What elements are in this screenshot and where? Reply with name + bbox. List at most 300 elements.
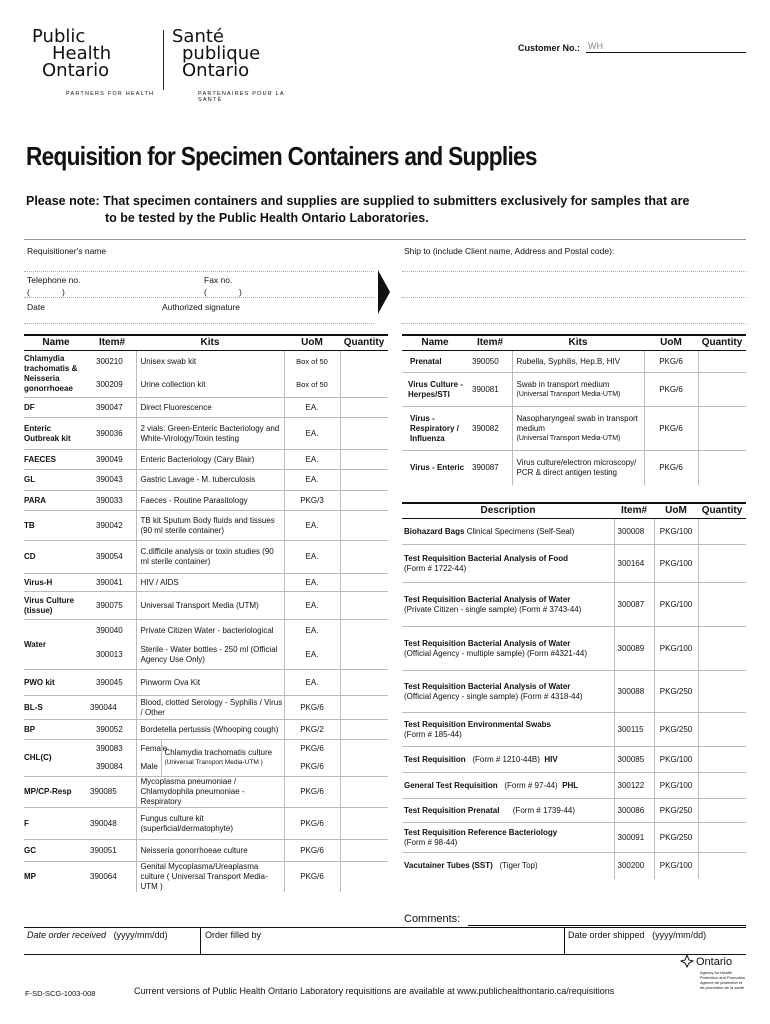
table-row <box>402 351 746 373</box>
requisitioner-field[interactable] <box>24 271 374 272</box>
uom: PKG/6 <box>284 696 340 720</box>
table-row <box>402 451 746 485</box>
item-number: 300013 <box>96 650 123 660</box>
col-header: Item# <box>88 335 136 351</box>
comments-field[interactable] <box>468 925 746 926</box>
desc-title: Test Requisition Bacterial Analysis of Water <box>404 594 571 604</box>
date-label: Date <box>27 302 45 312</box>
kit-name: Virus - Enteric <box>402 451 468 485</box>
trillium-icon <box>680 954 694 968</box>
uom: PKG/250 <box>654 799 698 823</box>
quantity-field[interactable] <box>340 642 388 670</box>
kit-name: PWO kit <box>24 670 88 696</box>
logo-tagline: PARTNERS FOR HEALTH <box>66 91 155 97</box>
kit-description: HIV / AIDS <box>136 574 284 592</box>
item-number: 300115 <box>614 713 654 747</box>
col-header: Item# <box>614 503 654 519</box>
uom: EA. <box>284 670 340 696</box>
desc-title: Test Requisition Prenatal <box>404 805 500 815</box>
kit-name: GC <box>24 840 88 862</box>
date-format: (yyyy/mm/dd) <box>652 930 707 940</box>
desc-detail: (Form # 97-44) <box>504 780 558 790</box>
item-number: 300085 <box>614 747 654 773</box>
divider <box>24 927 746 928</box>
desc-detail: (Form # 98-44) <box>404 837 458 847</box>
desc-tail: PHL <box>562 780 579 790</box>
quantity-field[interactable] <box>340 592 388 620</box>
description <box>402 627 614 671</box>
desc-tail: HIV <box>544 754 558 764</box>
ship-to-field-1[interactable] <box>402 271 746 272</box>
item-number: 390040 <box>88 620 136 642</box>
kit-name: BL-S <box>24 696 88 720</box>
col-header: Kits <box>512 335 644 351</box>
table-row <box>24 491 388 511</box>
kit-description: Urine collection kit <box>136 374 284 398</box>
kits-table-right <box>402 334 746 485</box>
item-number: 390045 <box>88 670 136 696</box>
desc-title: Test Requisition Bacterial Analysis of Water <box>404 681 571 691</box>
desc-title: Test Requisition Bacterial Analysis of Water <box>404 638 571 648</box>
item-number: 390082 <box>468 407 512 451</box>
quantity-field[interactable] <box>698 773 746 799</box>
desc-detail: Clinical Specimens (Self-Seal) <box>464 526 575 536</box>
item-number: 300200 <box>614 853 654 879</box>
kit-description: Neisseria gonorrhoeae culture <box>136 840 284 862</box>
desc-title: Test Requisition Reference Bacteriology <box>404 827 558 837</box>
quantity-field[interactable] <box>698 823 746 853</box>
quantity-field[interactable] <box>340 418 388 450</box>
table-row <box>402 407 746 451</box>
uom: PKG/100 <box>654 545 698 583</box>
form-code: F-SD-SCG-1003-008 <box>25 989 96 998</box>
uom: EA. <box>284 511 340 541</box>
item-number: 300008 <box>614 519 654 545</box>
quantity-field[interactable] <box>340 808 388 840</box>
uom: PKG/3 <box>284 491 340 511</box>
quantity-field[interactable] <box>340 470 388 491</box>
quantity-field[interactable] <box>698 747 746 773</box>
telephone-paren-close: ) <box>62 287 65 297</box>
item-number: 390033 <box>88 491 136 511</box>
quantity-field[interactable] <box>340 491 388 511</box>
quantity-field[interactable] <box>340 351 388 374</box>
description <box>402 519 614 545</box>
quantity-field[interactable] <box>698 799 746 823</box>
utm-label: (Universal Transport Media-UTM ) <box>164 759 263 766</box>
logo-word: Santé <box>172 26 224 47</box>
sex-label: Male <box>140 762 158 771</box>
item-number: 390036 <box>88 418 136 450</box>
desc-title: Test Requisition Environmental Swabs <box>404 719 551 729</box>
arrow-icon <box>378 270 390 314</box>
kit-name: Enteric Outbreak kit <box>24 418 88 450</box>
item-number: 390085 <box>88 777 136 808</box>
desc-detail: (Form # 1739-44) <box>512 805 576 815</box>
sex-label: Female <box>140 744 168 753</box>
description <box>402 545 614 583</box>
item-number: 390041 <box>88 574 136 592</box>
logo-word: publique <box>182 43 261 64</box>
description <box>402 773 614 799</box>
uom: PKG/6 <box>284 758 340 777</box>
kit-line: Swab in transport medium <box>516 379 610 389</box>
ontario-logo <box>680 954 746 990</box>
kit-name: Water <box>24 620 88 670</box>
uom: PKG/250 <box>654 671 698 713</box>
uom: PKG/100 <box>654 747 698 773</box>
kit-name: F <box>24 808 88 840</box>
kit-description: Fungus culture kit (superficial/dermatophyte) <box>136 808 284 840</box>
uom: PKG/100 <box>654 853 698 879</box>
kit-name: MP/CP-Resp <box>24 777 88 808</box>
table-header-row <box>402 335 746 351</box>
kit-name: CHL(C) <box>24 740 88 777</box>
agency-en: Agency for Health Protection and Promotion <box>700 970 746 980</box>
divider <box>564 927 565 954</box>
col-header: Quantity <box>698 503 746 519</box>
uom: PKG/100 <box>654 627 698 671</box>
uom: PKG/6 <box>284 840 340 862</box>
table-row <box>402 713 746 747</box>
uom: PKG/100 <box>654 583 698 627</box>
item-number: 300209 <box>96 380 123 390</box>
table-row <box>402 545 746 583</box>
quantity-field[interactable] <box>340 620 388 642</box>
quantity-field[interactable] <box>340 840 388 862</box>
quantity-field[interactable] <box>340 450 388 470</box>
please-note <box>26 193 689 227</box>
chlamydia-culture-label: Chlamydia trachomatis culture <box>164 748 273 757</box>
uom: PKG/6 <box>644 451 698 485</box>
col-header: UoM <box>654 503 698 519</box>
uom: EA. <box>284 470 340 491</box>
signature-label: Authorized signature <box>162 302 240 312</box>
table-row <box>24 720 388 740</box>
pho-logo-english <box>32 28 162 97</box>
description <box>402 799 614 823</box>
table-row <box>402 373 746 407</box>
table-row <box>24 398 388 418</box>
desc-detail: (Form # 1210-44B) <box>472 754 540 764</box>
table-row <box>402 747 746 773</box>
description <box>402 671 614 713</box>
kit-name: BP <box>24 720 88 740</box>
kit-name: Virus - Respiratory / Influenza <box>402 407 468 451</box>
uom: PKG/100 <box>654 773 698 799</box>
supplies-table <box>402 502 746 879</box>
kit-name: Virus Culture (tissue) <box>24 592 88 620</box>
table-row <box>24 620 388 642</box>
logo-word: Ontario <box>42 60 110 81</box>
quantity-field[interactable] <box>698 713 746 747</box>
kit-name: Prenatal <box>410 356 442 366</box>
kit-description: Gastric Lavage - M. tuberculosis <box>136 470 284 491</box>
divider <box>200 927 201 954</box>
item-number: 390049 <box>88 450 136 470</box>
item-number: 390043 <box>88 470 136 491</box>
filled-by-field[interactable] <box>205 930 261 940</box>
table-row <box>24 541 388 574</box>
date-received-field[interactable] <box>27 930 168 940</box>
table-row <box>24 450 388 470</box>
uom: PKG/6 <box>284 777 340 808</box>
logo-tagline: PARTENAIRES POUR LA SANTÉ <box>198 91 285 103</box>
uom: PKG/2 <box>284 720 340 740</box>
item-number: 390044 <box>88 696 136 720</box>
uom: PKG/100 <box>654 519 698 545</box>
pho-logo-french <box>172 28 302 103</box>
quantity-field[interactable] <box>340 696 388 720</box>
item-number: 390048 <box>88 808 136 840</box>
kit-description: C.difficile analysis or toxin studies (90 ml sterile container) <box>136 541 284 574</box>
ship-to-field-3[interactable] <box>402 323 746 324</box>
uom: PKG/6 <box>644 373 698 407</box>
col-header: Description <box>402 503 614 519</box>
note-line: to be tested by the Public Health Ontario Laboratories. <box>105 211 429 225</box>
quantity-field[interactable] <box>340 740 388 759</box>
description <box>402 713 614 747</box>
uom: PKG/6 <box>284 740 340 759</box>
item-number: 390087 <box>468 451 512 485</box>
table-row <box>24 418 388 450</box>
item-number: 300164 <box>614 545 654 583</box>
note-line: Please note: That specimen containers and supplies are supplied to submitters exclusively for samples that are <box>26 194 690 208</box>
description <box>402 823 614 853</box>
item-number: 390051 <box>88 840 136 862</box>
item-number: 300091 <box>614 823 654 853</box>
uom: EA. <box>284 398 340 418</box>
table-row <box>402 799 746 823</box>
desc-title: Vacutainer Tubes (SST) <box>404 860 493 870</box>
logo-divider <box>163 30 164 90</box>
kit-description: Universal Transport Media (UTM) <box>136 592 284 620</box>
agency-fr: Agence de protection et de promotion de la santé <box>700 980 745 990</box>
kit-description: Pinworm Ova Kit <box>136 670 284 696</box>
kit-description: Private Citizen Water - bacteriological <box>136 620 284 642</box>
date-received-label: Date order received <box>27 930 107 940</box>
item-number: 390084 <box>96 762 123 771</box>
quantity-field[interactable] <box>698 451 746 485</box>
desc-detail: (Tiger Top) <box>499 860 538 870</box>
table-row <box>24 740 388 759</box>
col-header: Item# <box>468 335 512 351</box>
item-number: 390047 <box>88 398 136 418</box>
kit-name: TB <box>24 511 88 541</box>
logo-word: Public <box>32 26 86 47</box>
item-number: 390083 <box>88 740 136 759</box>
table-row <box>24 511 388 541</box>
desc-title: Test Requisition Bacterial Analysis of Food <box>404 553 569 563</box>
table-header-row <box>402 503 746 519</box>
table-row <box>402 671 746 713</box>
item-number: 390064 <box>88 862 136 893</box>
table-row <box>24 808 388 840</box>
uom: Box of 50 <box>284 374 340 398</box>
kit-line: Nasopharyngeal swab in transport medium <box>516 413 638 433</box>
table-row <box>402 519 746 545</box>
item-number: 390054 <box>88 541 136 574</box>
chlamydia-kit-cell <box>136 740 284 777</box>
quantity-field[interactable] <box>698 671 746 713</box>
comments-label: Comments: <box>404 913 461 925</box>
telephone-label: Telephone no. <box>27 275 81 285</box>
kit-description: Virus culture/electron microscopy/ PCR & direct antigen testing <box>512 451 644 485</box>
quantity-field[interactable] <box>340 862 388 893</box>
uom: EA. <box>284 592 340 620</box>
date-format: (yyyy/mm/dd) <box>113 930 168 940</box>
page-title: Requisition for Specimen Containers and Supplies <box>26 141 537 171</box>
item-number: 300122 <box>614 773 654 799</box>
quantity-field[interactable] <box>340 511 388 541</box>
kit-description: Genital Mycoplasma/Ureaplasma culture ( Universal Transport Media-UTM ) <box>136 862 284 893</box>
quantity-field[interactable] <box>698 627 746 671</box>
kit-name: DF <box>24 398 88 418</box>
divider <box>24 954 746 955</box>
quantity-field[interactable] <box>340 398 388 418</box>
quantity-field[interactable] <box>698 583 746 627</box>
description <box>402 853 614 879</box>
item-number: 390050 <box>472 356 499 366</box>
kit-description <box>512 407 644 451</box>
quantity-field[interactable] <box>340 777 388 808</box>
fax-paren-open: ( <box>204 287 207 297</box>
item-number: 300087 <box>614 583 654 627</box>
kit-description: 2 vials: Green-Enteric Bacteriology and White-Virology/Toxin testing <box>136 418 284 450</box>
kit-name: Chlamydia trachomatis & Neisseria gonorrhoeae <box>24 354 78 393</box>
kit-description: Unisex swab kit <box>136 351 284 374</box>
divider <box>24 239 746 240</box>
uom: Box of 50 <box>284 351 340 374</box>
telephone-paren-open: ( <box>27 287 30 297</box>
kit-description: Mycoplasma pneumoniae / Chlamydophila pneumoniae - Respiratory <box>136 777 284 808</box>
quantity-field[interactable] <box>698 519 746 545</box>
item-number: 300210 <box>96 357 123 367</box>
logo-word: Ontario <box>182 60 250 81</box>
date-shipped-field[interactable] <box>568 930 706 940</box>
kit-description: Enteric Bacteriology (Cary Blair) <box>136 450 284 470</box>
item-number: 390081 <box>468 373 512 407</box>
customer-no-field[interactable]: WH <box>586 41 746 53</box>
uom: PKG/6 <box>644 407 698 451</box>
col-header: Name <box>402 335 468 351</box>
desc-detail: (Form # 185-44) <box>404 729 462 739</box>
uom: PKG/6 <box>644 351 698 373</box>
table-header-row <box>24 335 388 351</box>
table-row <box>24 574 388 592</box>
logo-word: Health <box>52 43 112 64</box>
kit-description: Sterile - Water bottles - 250 ml (Official Agency Use Only) <box>136 642 284 670</box>
table-row <box>24 592 388 620</box>
quantity-field[interactable] <box>698 373 746 407</box>
kits-table-left <box>24 334 388 892</box>
kit-description: Direct Fluorescence <box>136 398 284 418</box>
kit-line: (Universal Transport Media-UTM) <box>516 434 621 442</box>
ship-to-field-2[interactable] <box>402 297 746 298</box>
quantity-field[interactable] <box>698 545 746 583</box>
col-header: Quantity <box>698 335 746 351</box>
kit-name: Virus Culture -Herpes/STI <box>402 373 468 407</box>
quantity-field[interactable] <box>698 853 746 879</box>
uom: EA. <box>284 642 340 670</box>
item-number: 390075 <box>88 592 136 620</box>
phone-fax-field[interactable] <box>24 297 374 298</box>
table-row <box>24 840 388 862</box>
quantity-field[interactable] <box>340 758 388 777</box>
col-header: Quantity <box>340 335 388 351</box>
quantity-field[interactable] <box>340 670 388 696</box>
uom: EA. <box>284 541 340 574</box>
kit-description: TB kit Sputum Body fluids and tissues (90 ml sterile container) <box>136 511 284 541</box>
ontario-wordmark: Ontario <box>696 956 733 968</box>
col-header: UoM <box>284 335 340 351</box>
table-row <box>402 853 746 879</box>
quantity-field[interactable] <box>698 351 746 373</box>
uom: PKG/250 <box>654 713 698 747</box>
quantity-field[interactable] <box>698 407 746 451</box>
quantity-field[interactable] <box>340 574 388 592</box>
uom: EA. <box>284 620 340 642</box>
uom: PKG/6 <box>284 862 340 893</box>
quantity-field[interactable] <box>340 720 388 740</box>
desc-title: Test Requisition <box>404 754 466 764</box>
ship-to-label: Ship to (include Client name, Address and Postal code): <box>404 246 615 256</box>
kit-description: Blood, clotted Serology - Syphilis / Virus / Other <box>136 696 284 720</box>
table-row <box>402 627 746 671</box>
date-signature-field[interactable] <box>24 323 374 324</box>
kit-name: CD <box>24 541 88 574</box>
quantity-field[interactable] <box>340 374 388 398</box>
kit-name: FAECES <box>24 450 88 470</box>
filled-by-label: Order filled by <box>205 930 262 940</box>
requisitioner-label: Requisitioner's name <box>27 246 107 256</box>
fax-paren-close: ) <box>239 287 242 297</box>
col-header: UoM <box>644 335 698 351</box>
table-row <box>402 823 746 853</box>
kit-description <box>512 373 644 407</box>
customer-no-label: Customer No.: <box>518 43 581 53</box>
date-shipped-label: Date order shipped <box>568 930 645 940</box>
item-number: 300086 <box>614 799 654 823</box>
table-row <box>24 862 388 893</box>
quantity-field[interactable] <box>340 541 388 574</box>
kit-description: Rubella, Syphilis, Hep.B, HIV <box>512 351 644 373</box>
item-number: 390052 <box>88 720 136 740</box>
kit-line: (Universal Transport Media-UTM) <box>516 390 621 398</box>
description <box>402 583 614 627</box>
item-number: 300088 <box>614 671 654 713</box>
uom: EA. <box>284 418 340 450</box>
uom: PKG/6 <box>284 808 340 840</box>
kit-name: Virus-H <box>24 574 88 592</box>
table-row <box>24 351 388 374</box>
kit-description: Bordetella pertussis (Whooping cough) <box>136 720 284 740</box>
footer-text: Current versions of Public Health Ontario Laboratory requisitions are available at www.publichealthontario.ca/requisitions <box>134 986 615 996</box>
desc-detail: (Official Agency - multiple sample) (Form #4321-44) <box>404 648 588 658</box>
kit-name: MP <box>24 862 88 893</box>
desc-detail: (Private Citizen - single sample) (Form # 3743-44) <box>404 604 582 614</box>
uom: EA. <box>284 574 340 592</box>
item-number: 390042 <box>88 511 136 541</box>
table-row <box>24 696 388 720</box>
kit-name: GL <box>24 470 88 491</box>
desc-title: Biohazard Bags <box>404 526 465 536</box>
kit-name: PARA <box>24 491 88 511</box>
item-number: 300089 <box>614 627 654 671</box>
desc-title: General Test Requisition <box>404 780 498 790</box>
table-row <box>402 583 746 627</box>
kit-description: Faeces - Routine Parasitology <box>136 491 284 511</box>
